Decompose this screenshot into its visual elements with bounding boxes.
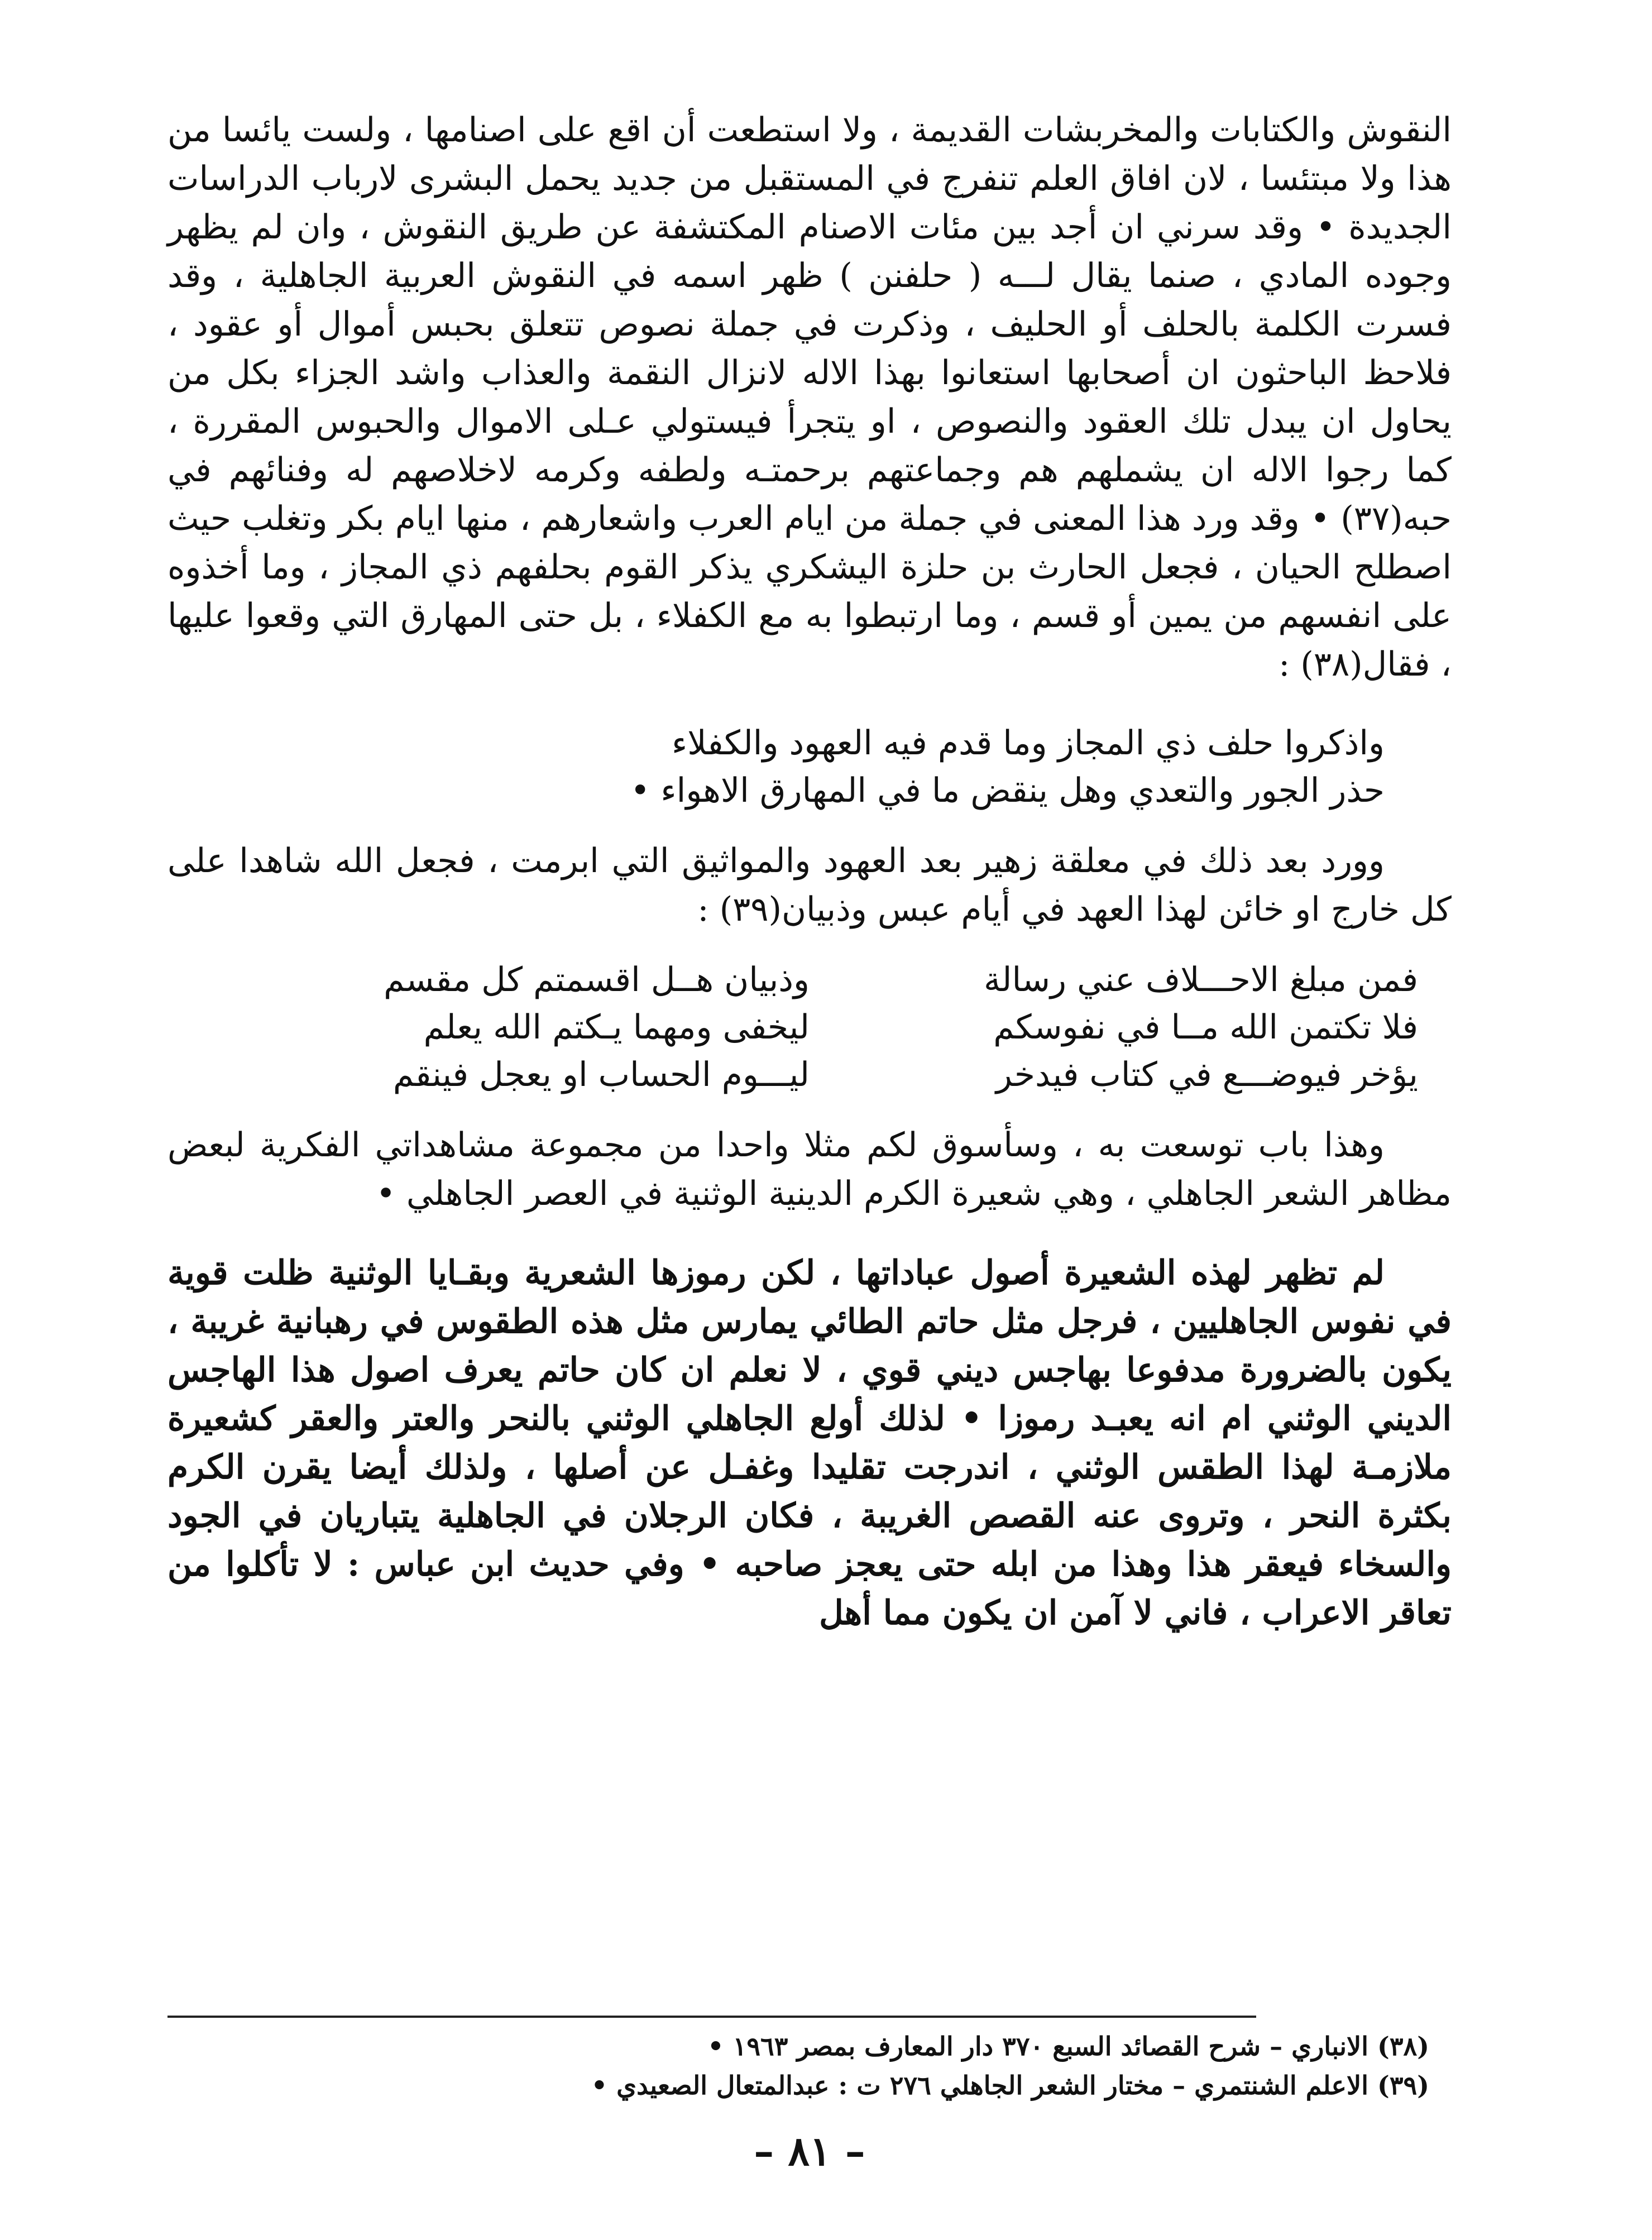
hemistich-second: ليخفى ومهما يـكتم الله يعلم: [423, 1008, 810, 1047]
body-paragraph-1: النقوش والكتابات والمخربشات القديمة ، ولا استطعت أن اقع على اصنامها ، ولست يائسا من هذا ولا مبتئسا ، لان افاق العلم تنفرج في المستقبل من جديد يحمل البشرى لارباب الدراسات الجديدة • وقد سرني ان أجد بين مئات الاصنام المكتشفة عن طريق النقوش ، وان لم يظهر وجوده المادي ، صنما يقال لـــه ( حلفنن ) ظهر اسمه في النقوش العربية الجاهلية ، وقد فسرت الكلمة بالحلف أو الحليف ، وذكرت في جملة نصوص تتعلق بحبس أموال أو عقود ، فلاحظ الباحثون ان أصحابها استعانوا بهذا الاله لانزال النقمة والعذاب واشد الجزاء بكل من يحاول ان يبدل تلك العقود والنصوص ، او يتجرأ فيستولي عـلى الاموال والحبوس المقررة ، كما رجوا الاله ان يشملهم هم وجماعتهم برحمتـه ولطفه وكرمه لاخلاصهم له وفنائهم في حبه(٣٧) • وقد ورد هذا المعنى في جملة من ايام العرب واشعارهم ، منها ايام بكر وتغلب حيث اصطلح الحيان ، فجعل الحارث بن حلزة اليشكري يذكر القوم بحلفهم ذي المجاز ، وما أخذوه على انفسهم من يمين أو قسم ، وما ارتبطوا به مع الكفلاء ، بل حتى المهارق التي وقعوا عليها ، فقال(٣٨) :: [167, 111, 1452, 684]
couplet-2: [167, 1004, 1452, 1051]
body-paragraph-3: وهذا باب توسعت به ، وسأسوق لكم مثلا واحدا من مجموعة مشاهداتي الفكرية لبعض مظاهر الشعر الجاهلي ، وهي شعيرة الكرم الدينية الوثنية في العصر الجاهلي •: [167, 1126, 1452, 1213]
verse-line-1: واذكروا حلف ذي المجاز وما قدم فيه العهود والكفلاء: [672, 724, 1385, 763]
footnote-divider: [167, 2016, 1256, 2018]
footnote-38: (٣٨) الانباري – شرح القصائد السبع ٣٧٠ دار المعارف بمصر ١٩٦٣ •: [707, 2031, 1429, 2061]
page-number: – ٨١ –: [754, 2127, 865, 2175]
body-paragraph-2: وورد بعد ذلك في معلقة زهير بعد العهود والمواثيق التي ابرمت ، فجعل الله شاهدا على كل خارج او خائن لهذا العهد في أيام عبس وذبيان(٣٩) :: [167, 841, 1452, 929]
footnotes: [167, 2027, 1452, 2105]
hemistich-second: ليـــوم الحساب او يعجل فينقم: [392, 1055, 810, 1094]
poem-stanza: [167, 956, 1452, 1099]
couplet-3: [167, 1051, 1452, 1099]
body-paragraph-4: لم تظهر لهذه الشعيرة أصول عباداتها ، لكن رموزها الشعرية وبقـايا الوثنية ظلت قوية في نفوس الجاهليين ، فرجل مثل حاتم الطائي يمارس مثل هذه الطقوس في رهبانية غريبة ، يكون بالضرورة مدفوعا بهاجس ديني قوي ، لا نعلم ان كان حاتم يعرف اصول هذا الهاجس الديني الوثني ام انه يعبـد رموزا • لذلك أولع الجاهلي الوثني بالنحر والعتر والعقر كشعيرة ملازمـة لهذا الطقس الوثني ، اندرجت تقليدا وغفـل عن أصلها ، ولذلك أيضا يقرن الكرم بكثرة النحر ، وتروى عنه القصص الغريبة ، فكان الرجلان في الجاهلية يتباريان في الجود والسخاء فيعقر هذا وهذا من ابله حتى يعجز صاحبه • وفي حديث ابن عباس : لا تأكلوا من تعاقر الاعراب ، فاني لا آمن ان يكون مما أهل: [167, 1253, 1452, 1633]
hemistich-first: فمن مبلغ الاحـــلاف عني رسالة: [984, 960, 1418, 999]
verse-line-2: حذر الجور والتعدي وهل ينقض ما في المهارق الاهواء •: [630, 771, 1385, 810]
document-page: [167, 106, 1452, 2217]
hemistich-first: يؤخر فيوضـــع في كتاب فيدخر: [995, 1055, 1418, 1094]
footnote-39: (٣٩) الاعلم الشنتمري – مختار الشعر الجاهلي ٢٧٦ ت : عبدالمتعال الصعيدي •: [591, 2070, 1429, 2100]
verse-block-1: [167, 720, 1452, 815]
hemistich-second: وذبيان هــل اقسمتم كل مقسم: [384, 960, 810, 999]
hemistich-first: فلا تكتمن الله مــا في نفوسكم: [993, 1008, 1418, 1047]
couplet-1: [167, 956, 1452, 1004]
